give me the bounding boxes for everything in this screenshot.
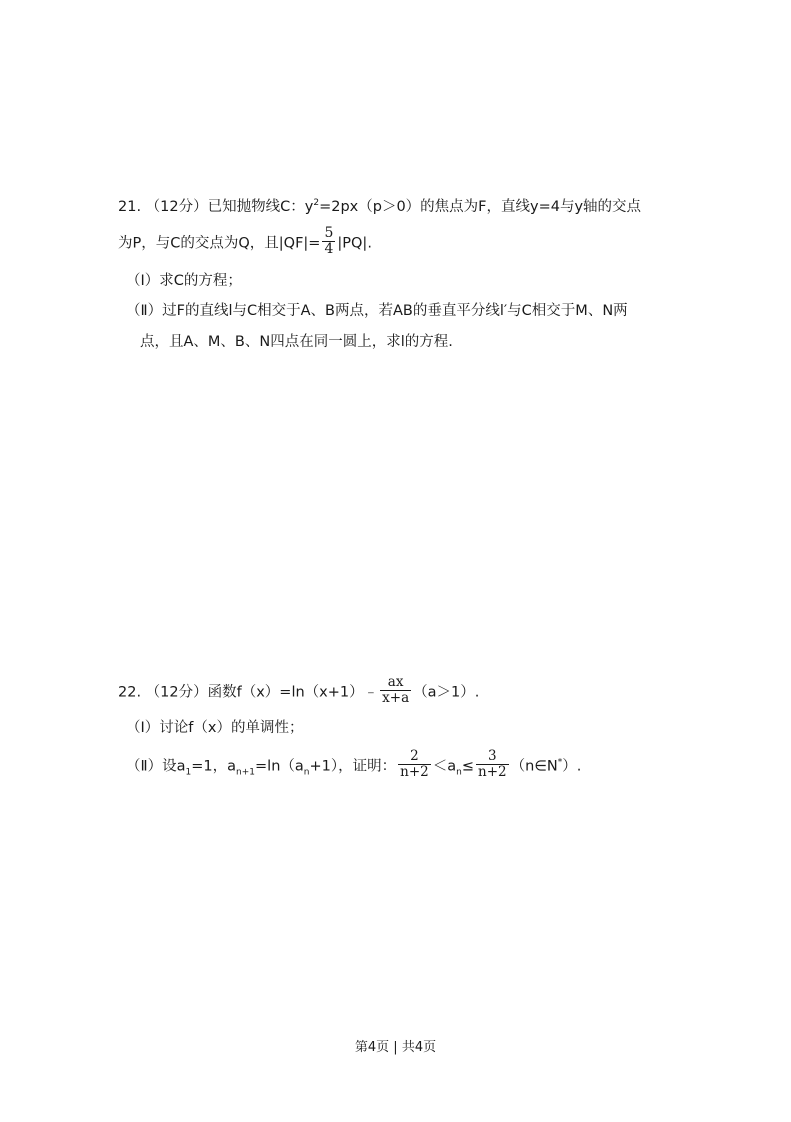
- q22-frac1-den: n+2: [400, 764, 429, 780]
- q22-number: 22.: [118, 684, 142, 701]
- q22-an1-sub: n+1: [236, 767, 256, 778]
- q21-frac-num: 5: [324, 225, 334, 241]
- q22-points: （12分）: [145, 684, 208, 701]
- q22-star: *: [557, 757, 563, 768]
- q22-ineq-sub: n: [456, 767, 462, 778]
- q21-number: 21.: [118, 199, 142, 215]
- q21-stem-part1: 已知抛物线C：y: [207, 199, 314, 215]
- q21-points: （12分）: [145, 199, 208, 215]
- q21-fraction: [322, 226, 335, 257]
- q21-line2-part2: |PQ|.: [337, 235, 372, 252]
- q22-frac-den: x+a: [382, 690, 410, 706]
- q21-sub2-line1: （Ⅱ）过F的直线l与C相交于A、B两点，若AB的垂直平分线l′与C相交于M、N两: [126, 303, 628, 319]
- q22-stem-part2: （a＞1）.: [413, 684, 480, 701]
- q22-sub2-mid3: +1），证明：: [309, 758, 397, 775]
- q22-sub2-mid2: =ln（a: [255, 758, 304, 775]
- q22-frac2-den: n+2: [478, 764, 507, 780]
- q21-sub1: （Ⅰ）求C的方程；: [126, 273, 242, 289]
- q22-sub2-mid1: =1，a: [191, 758, 237, 775]
- q22-ineq-mid: ＜a: [432, 758, 457, 775]
- q22-a1-sub: 1: [185, 767, 192, 778]
- q21-frac-den: 4: [324, 241, 334, 257]
- q22-frac-num: ax: [380, 675, 411, 691]
- q22-frac2-num: 3: [476, 749, 509, 765]
- q22-sub2-end: ）.: [562, 758, 582, 775]
- q21-stem-line1: [118, 196, 641, 218]
- q21-stem-exp: 2: [313, 198, 320, 209]
- q21-stem-line2: [118, 225, 372, 259]
- q21-line2-part1: 为P，与C的交点为Q，且|QF|=: [118, 235, 321, 252]
- q22-sub1: （Ⅰ）讨论f（x）的单调性；: [126, 720, 304, 736]
- q22-stem-part1: 函数f（x）=ln（x+1）﹣: [207, 684, 379, 701]
- q22-fraction-lower: [398, 749, 431, 780]
- page-footer: 第4页 | 共4页: [354, 1040, 437, 1055]
- q22-sub2-prefix: （Ⅱ）设a: [126, 758, 186, 775]
- q22-fraction: [380, 675, 411, 706]
- q22-sub2-suffix: （n∈N: [510, 758, 558, 775]
- q22-fraction-upper: [476, 749, 509, 780]
- q22-frac1-num: 2: [398, 749, 431, 765]
- q22-an-sub: n: [303, 767, 310, 778]
- q22-sub2: [126, 748, 582, 782]
- q22-stem: [118, 674, 480, 708]
- q21-sub2-line2: 点，且A、M、B、N四点在同一圆上，求l的方程.: [140, 334, 453, 350]
- q21-stem-part2: =2px（p＞0）的焦点为F，直线y=4与y轴的交点: [319, 199, 642, 215]
- q22-ineq-le: ≤: [461, 758, 474, 775]
